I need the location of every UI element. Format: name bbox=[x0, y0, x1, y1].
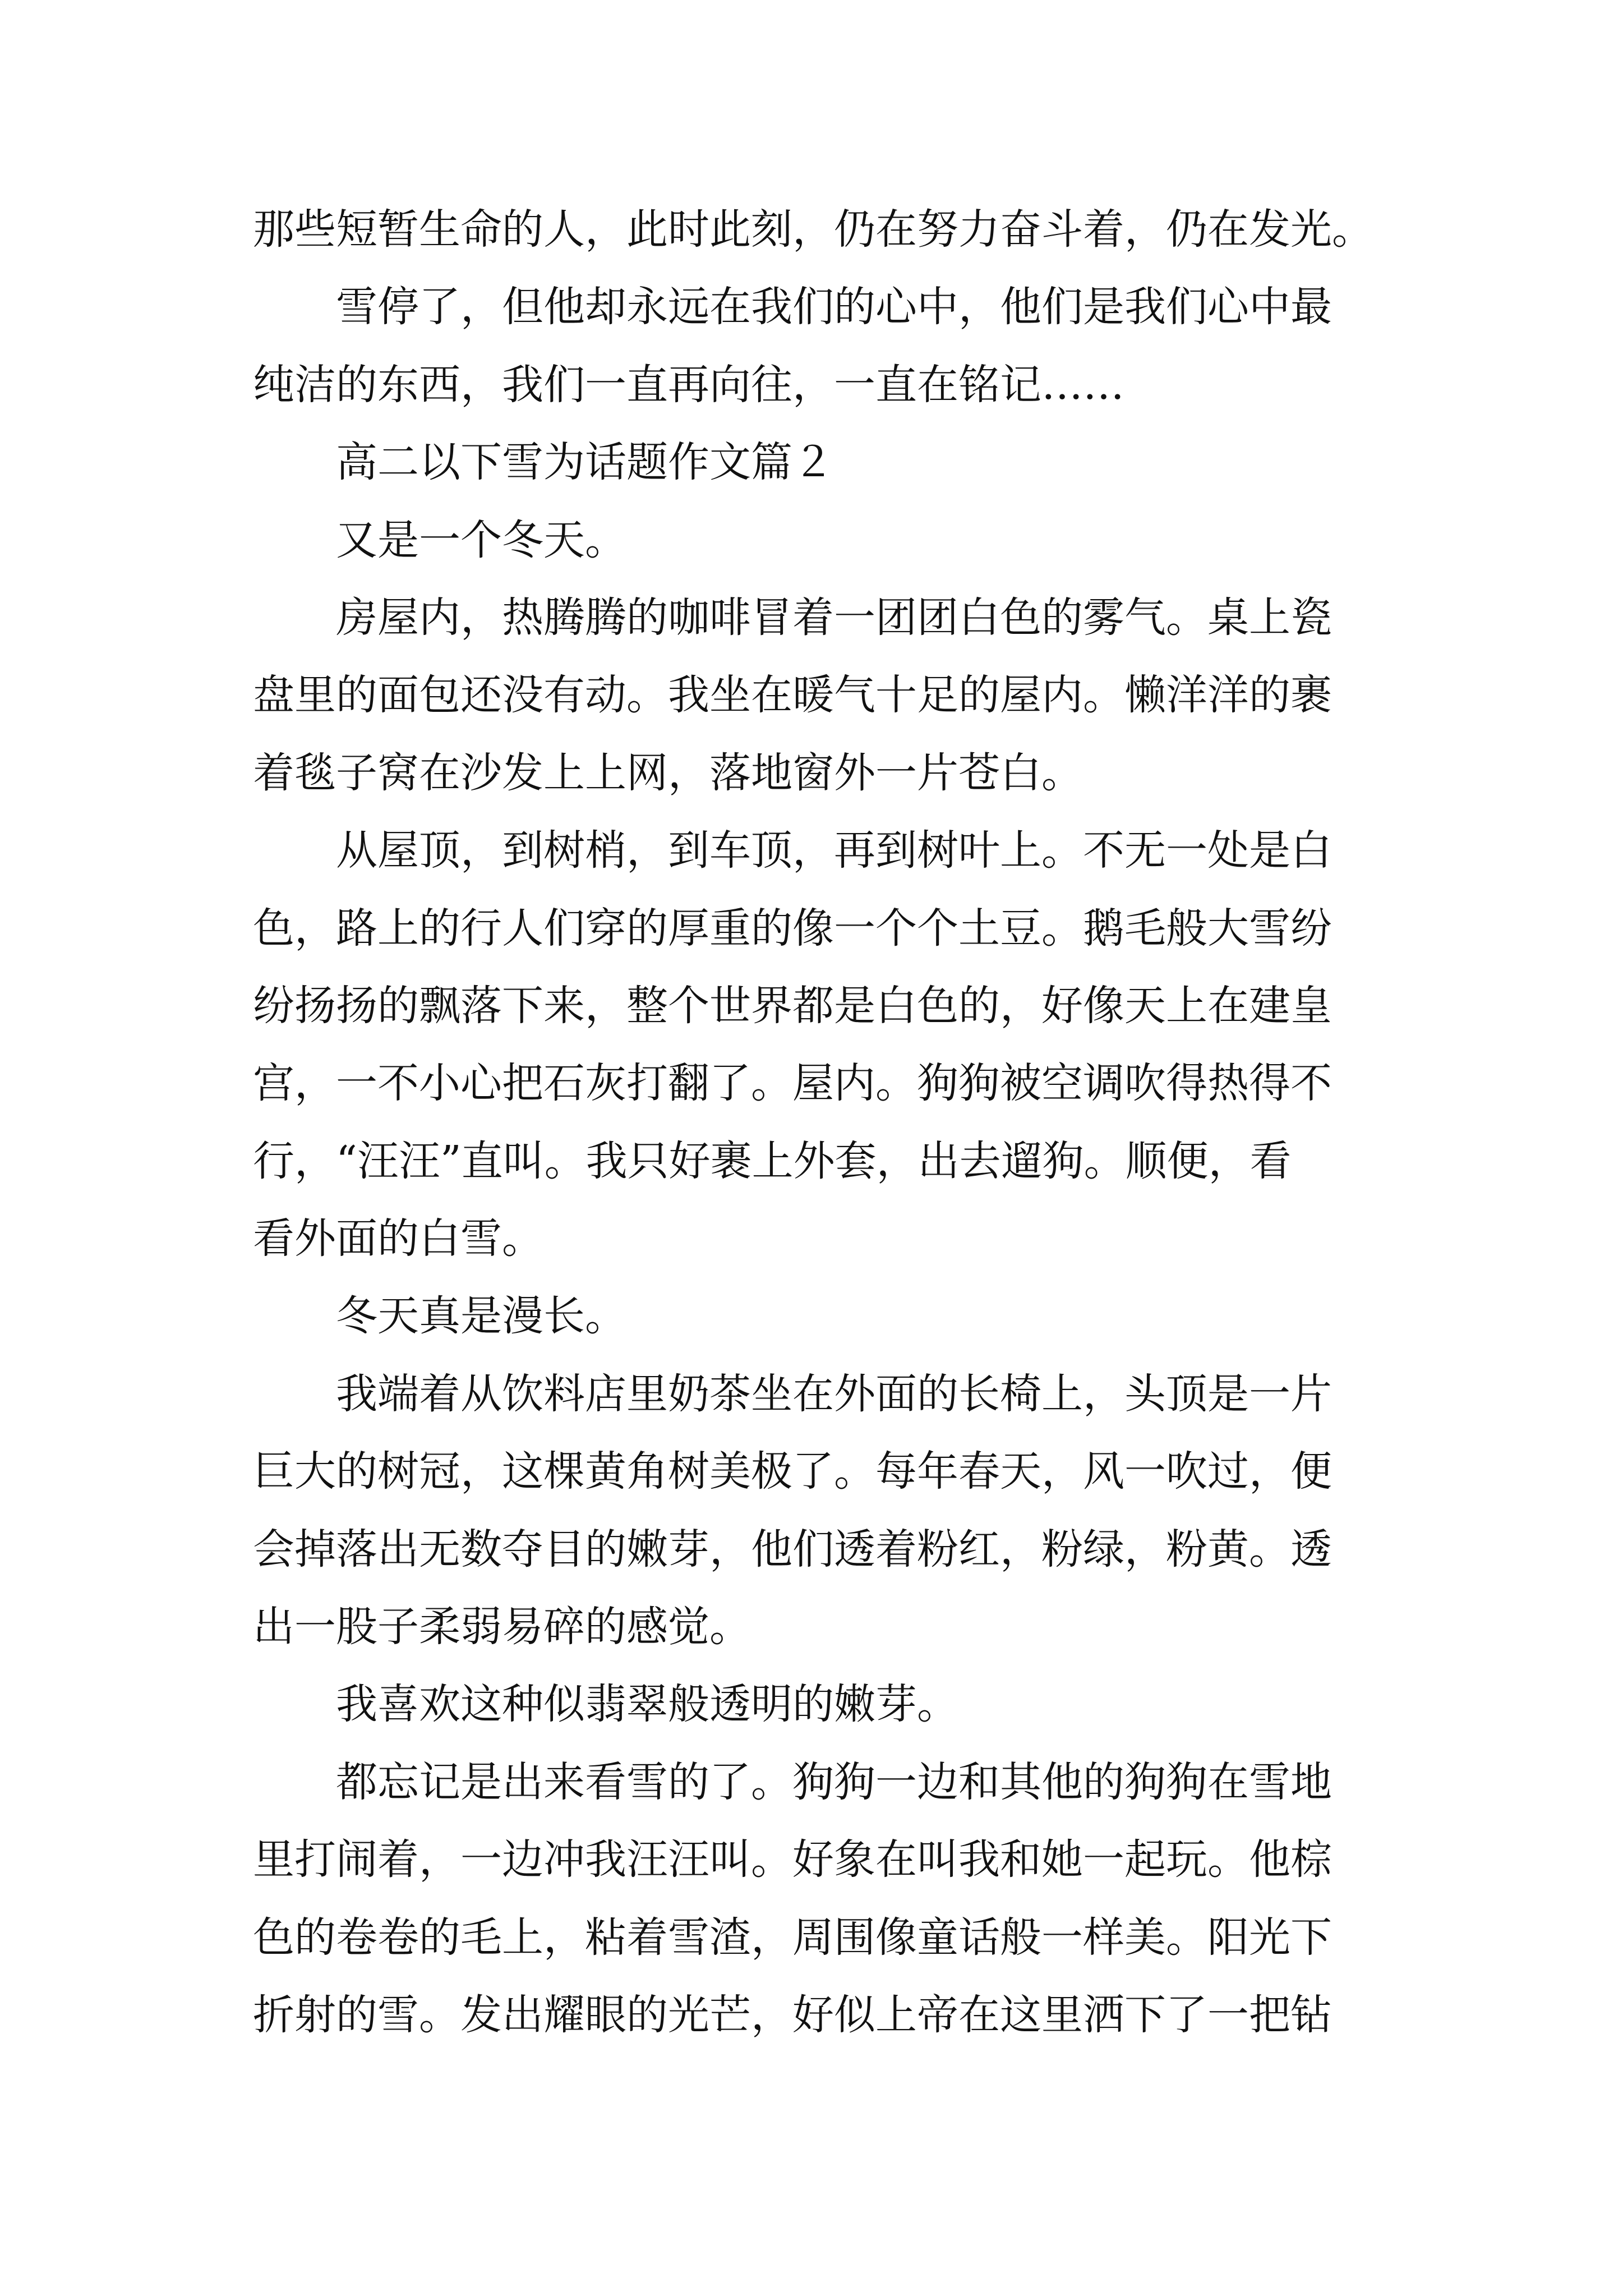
text-line: 色，路上的行人们穿的厚重的像一个个土豆。鹅毛般大雪纷 bbox=[253, 904, 1332, 953]
section-heading: 高二以下雪为话题作文篇２ bbox=[336, 438, 834, 487]
text-line: 行，“汪汪”直叫。我只好裹上外套，出去遛狗。顺便，看 bbox=[253, 1137, 1292, 1185]
text-line: 纯洁的东西，我们一直再向往，一直在铭记…… bbox=[253, 360, 1124, 409]
text-line: 房屋内，热腾腾的咖啡冒着一团团白色的雾气。桌上瓷 bbox=[336, 593, 1332, 642]
text-line: 从屋顶，到树梢，到车顶，再到树叶上。不无一处是白 bbox=[336, 826, 1332, 875]
text-line: 盘里的面包还没有动。我坐在暖气十足的屋内。懒洋洋的裹 bbox=[253, 671, 1332, 720]
text-line: 那些短暂生命的人，此时此刻，仍在努力奋斗着，仍在发光。 bbox=[253, 205, 1373, 254]
text-line: 纷扬扬的飘落下来，整个世界都是白色的，好像天上在建皇 bbox=[253, 981, 1332, 1030]
text-line: 雪停了，但他却永远在我们的心中，他们是我们心中最 bbox=[336, 283, 1332, 332]
text-line: 巨大的树冠，这棵黄角树美极了。每年春天，风一吹过，便 bbox=[253, 1447, 1332, 1496]
text-line: 又是一个冬天。 bbox=[336, 516, 626, 564]
text-line: 我端着从饮料店里奶茶坐在外面的长椅上，头顶是一片 bbox=[336, 1369, 1332, 1418]
text-line: 色的卷卷的毛上，粘着雪渣，周围像童话般一样美。阳光下 bbox=[253, 1913, 1332, 1962]
text-line: 出一股子柔弱易碎的感觉。 bbox=[253, 1603, 751, 1651]
text-line: 我喜欢这种似翡翠般透明的嫩芽。 bbox=[336, 1680, 958, 1729]
text-line: 宫，一不小心把石灰打翻了。屋内。狗狗被空调吹得热得不 bbox=[253, 1059, 1332, 1108]
text-line: 折射的雪。发出耀眼的光芒，好似上帝在这里洒下了一把钻 bbox=[253, 1990, 1332, 2039]
text-line: 冬天真是漫长。 bbox=[336, 1292, 626, 1341]
text-line: 会掉落出无数夺目的嫩芽，他们透着粉红，粉绿，粉黄。透 bbox=[253, 1525, 1332, 1573]
text-line: 里打闹着，一边冲我汪汪叫。好象在叫我和她一起玩。他棕 bbox=[253, 1835, 1332, 1884]
text-line: 着毯子窝在沙发上上网，落地窗外一片苍白。 bbox=[253, 748, 1083, 797]
body-text bbox=[253, 191, 1397, 2054]
text-line: 看外面的白雪。 bbox=[253, 1214, 543, 1263]
text-line: 都忘记是出来看雪的了。狗狗一边和其他的狗狗在雪地 bbox=[336, 1757, 1332, 1806]
